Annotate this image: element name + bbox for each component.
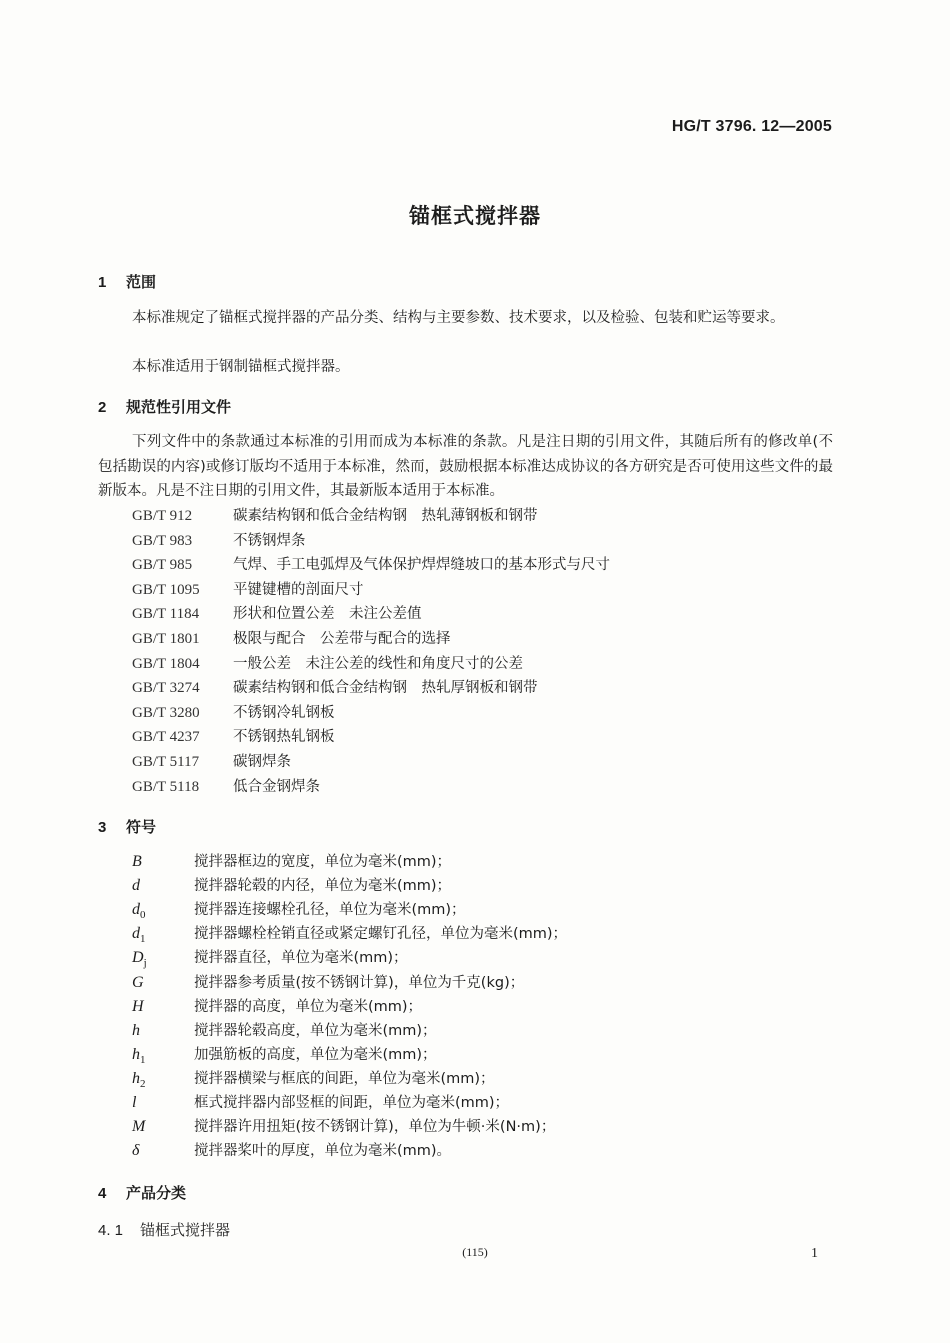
symbol-letter: D [132, 949, 144, 967]
symbol [132, 996, 194, 1018]
standard-code: HG/T 3796. 12—2005 [671, 118, 832, 135]
normative-intro-paragraph: 下列文件中的条款通过本标准的引用而成为本标准的条款。凡是注日期的引用文件，其随后所有的修改单(不包括勘误的内容)或修订版均不适用于本标准，然而，鼓励根据本标准达成协议的各方研究是否可使用这些文件的最新版本。凡是不注日期的引用文件，其最新版本适用于本标准。 [98, 434, 833, 499]
reference-title: 低合金钢焊条 [233, 778, 320, 795]
section-1-heading [98, 271, 156, 292]
symbol-item [132, 996, 422, 1018]
symbol-item [132, 1116, 555, 1138]
symbol [132, 1068, 194, 1095]
symbol-item [132, 1020, 437, 1042]
reference-item [132, 530, 306, 552]
symbol-letter: M [132, 1118, 146, 1136]
section-title: 规范性引用文件 [126, 398, 232, 416]
symbol [132, 1020, 194, 1042]
symbol [132, 1116, 194, 1138]
reference-title: 碳素结构钢和低合金结构钢 热轧薄钢板和钢带 [233, 508, 538, 524]
symbol-description: 搅拌器螺栓栓销直径或紧定螺钉孔径，单位为毫米(mm)； [194, 926, 568, 943]
symbol-letter: l [132, 1094, 137, 1111]
section-title: 符号 [126, 818, 157, 836]
symbol-letter: d [132, 901, 140, 919]
symbol [132, 1140, 194, 1162]
section-number: 1 [98, 274, 107, 291]
footer-page-center: (115) [462, 1245, 488, 1259]
scope-paragraph-2: 本标准适用于钢制锚框式搅拌器。 [132, 359, 350, 375]
reference-title: 一般公差 未注公差的线性和角度尺寸的公差 [233, 655, 523, 672]
reference-item [132, 726, 335, 748]
reference-item [132, 628, 451, 650]
symbol-description: 搅拌器连接螺栓孔径，单位为毫米(mm)； [194, 902, 466, 919]
document-title: 锚框式搅拌器 [409, 204, 541, 228]
section-4-1-heading [98, 1219, 230, 1240]
symbol-description: 搅拌器的高度，单位为毫米(mm)； [194, 998, 423, 1015]
section-title: 锚框式搅拌器 [140, 1221, 231, 1239]
symbol-letter: B [132, 853, 142, 870]
reference-item [132, 554, 610, 576]
symbol-description: 搅拌器直径，单位为毫米(mm)； [194, 950, 408, 967]
reference-title: 不锈钢热轧钢板 [233, 729, 335, 746]
symbol-letter: G [132, 973, 144, 991]
symbol-description: 搅拌器轮毂的内径，单位为毫米(mm)； [194, 878, 452, 895]
reference-item [132, 603, 422, 625]
reference-item [132, 653, 523, 675]
symbol-description: 搅拌器桨叶的厚度，单位为毫米(mm)。 [194, 1143, 452, 1160]
symbol [132, 947, 194, 974]
symbol [132, 972, 194, 994]
section-title: 产品分类 [126, 1184, 187, 1202]
reference-title: 碳素结构钢和低合金结构钢 热轧厚钢板和钢带 [233, 680, 538, 697]
reference-code: GB/T 3280 [132, 704, 200, 721]
reference-item [132, 702, 335, 724]
symbol-description: 搅拌器参考质量(按不锈钢计算)，单位为千克(kg)； [194, 974, 525, 991]
reference-title: 极限与配合 公差带与配合的选择 [233, 631, 451, 647]
section-number: 2 [98, 399, 107, 416]
reference-item [132, 505, 538, 527]
reference-code: GB/T 983 [132, 532, 193, 549]
footer-page-number: 1 [811, 1246, 818, 1261]
symbol-item [132, 851, 451, 873]
symbol-subscript: 2 [140, 1078, 146, 1091]
reference-code: GB/T 1801 [132, 631, 200, 647]
symbol [132, 899, 194, 926]
symbol-letter: h [132, 1045, 140, 1063]
reference-title: 不锈钢焊条 [233, 532, 306, 549]
section-3-heading [98, 816, 156, 837]
symbol-letter: d [132, 925, 140, 943]
section-number: 3 [98, 819, 107, 836]
reference-title: 平键键槽的剖面尺寸 [233, 581, 364, 598]
symbol-description: 搅拌器框边的宽度，单位为毫米(mm)； [194, 854, 452, 870]
reference-code: GB/T 1804 [132, 655, 200, 672]
reference-item [132, 677, 538, 699]
symbol-description: 加强筋板的高度，单位为毫米(mm)； [194, 1046, 437, 1063]
symbol-description: 搅拌器许用扭矩(按不锈钢计算)，单位为牛顿·米(N·m)； [194, 1119, 556, 1136]
symbol-item [132, 1092, 509, 1114]
symbol-letter: h [132, 1021, 140, 1039]
symbol-subscript: 0 [140, 909, 146, 922]
reference-code: GB/T 4237 [132, 729, 200, 746]
symbol-item [132, 1140, 451, 1162]
reference-code: GB/T 912 [132, 508, 193, 524]
symbol-item [132, 1068, 495, 1090]
symbol-description: 框式搅拌器内部竖框的间距，单位为毫米(mm)； [194, 1095, 510, 1111]
symbol-item [132, 923, 567, 945]
reference-code: GB/T 985 [132, 557, 193, 574]
reference-code: GB/T 1095 [132, 581, 200, 598]
symbol-letter: d [132, 877, 140, 895]
reference-code: GB/T 1184 [132, 606, 200, 623]
symbol [132, 875, 194, 897]
section-4-heading [98, 1182, 186, 1203]
symbol-letter: δ [132, 1142, 140, 1160]
scope-paragraph-1: 本标准规定了锚框式搅拌器的产品分类、结构与主要参数、技术要求，以及检验、包装和贮运等要求。 [132, 310, 785, 326]
section-2-heading [98, 396, 231, 417]
reference-item [132, 776, 320, 798]
symbol-item [132, 972, 524, 994]
symbol-subscript: 1 [140, 1053, 146, 1066]
symbol-description: 搅拌器轮毂高度，单位为毫米(mm)； [194, 1022, 437, 1039]
reference-title: 形状和位置公差 未注公差值 [233, 606, 422, 623]
reference-title: 不锈钢冷轧钢板 [233, 704, 335, 721]
symbol-item [132, 875, 451, 897]
symbol [132, 1092, 194, 1114]
reference-code: GB/T 3274 [132, 680, 200, 697]
reference-title: 碳钢焊条 [233, 754, 291, 770]
symbol-item [132, 1044, 437, 1066]
section-title: 范围 [126, 273, 157, 291]
reference-code: GB/T 5117 [132, 754, 200, 770]
reference-item [132, 579, 364, 601]
symbol [132, 851, 194, 873]
section-number: 4 [98, 1185, 107, 1202]
symbol-subscript: j [143, 957, 147, 970]
symbol-subscript: 1 [140, 933, 146, 946]
symbol-item [132, 899, 466, 921]
reference-code: GB/T 5118 [132, 778, 200, 795]
symbol-item [132, 947, 408, 969]
symbol-letter: H [132, 997, 144, 1015]
symbol-letter: h [132, 1069, 140, 1087]
reference-title: 气焊、手工电弧焊及气体保护焊焊缝坡口的基本形式与尺寸 [233, 557, 610, 574]
reference-item [132, 751, 291, 773]
symbol-description: 搅拌器横梁与框底的间距，单位为毫米(mm)； [194, 1070, 495, 1087]
section-number: 4. 1 [98, 1222, 124, 1239]
